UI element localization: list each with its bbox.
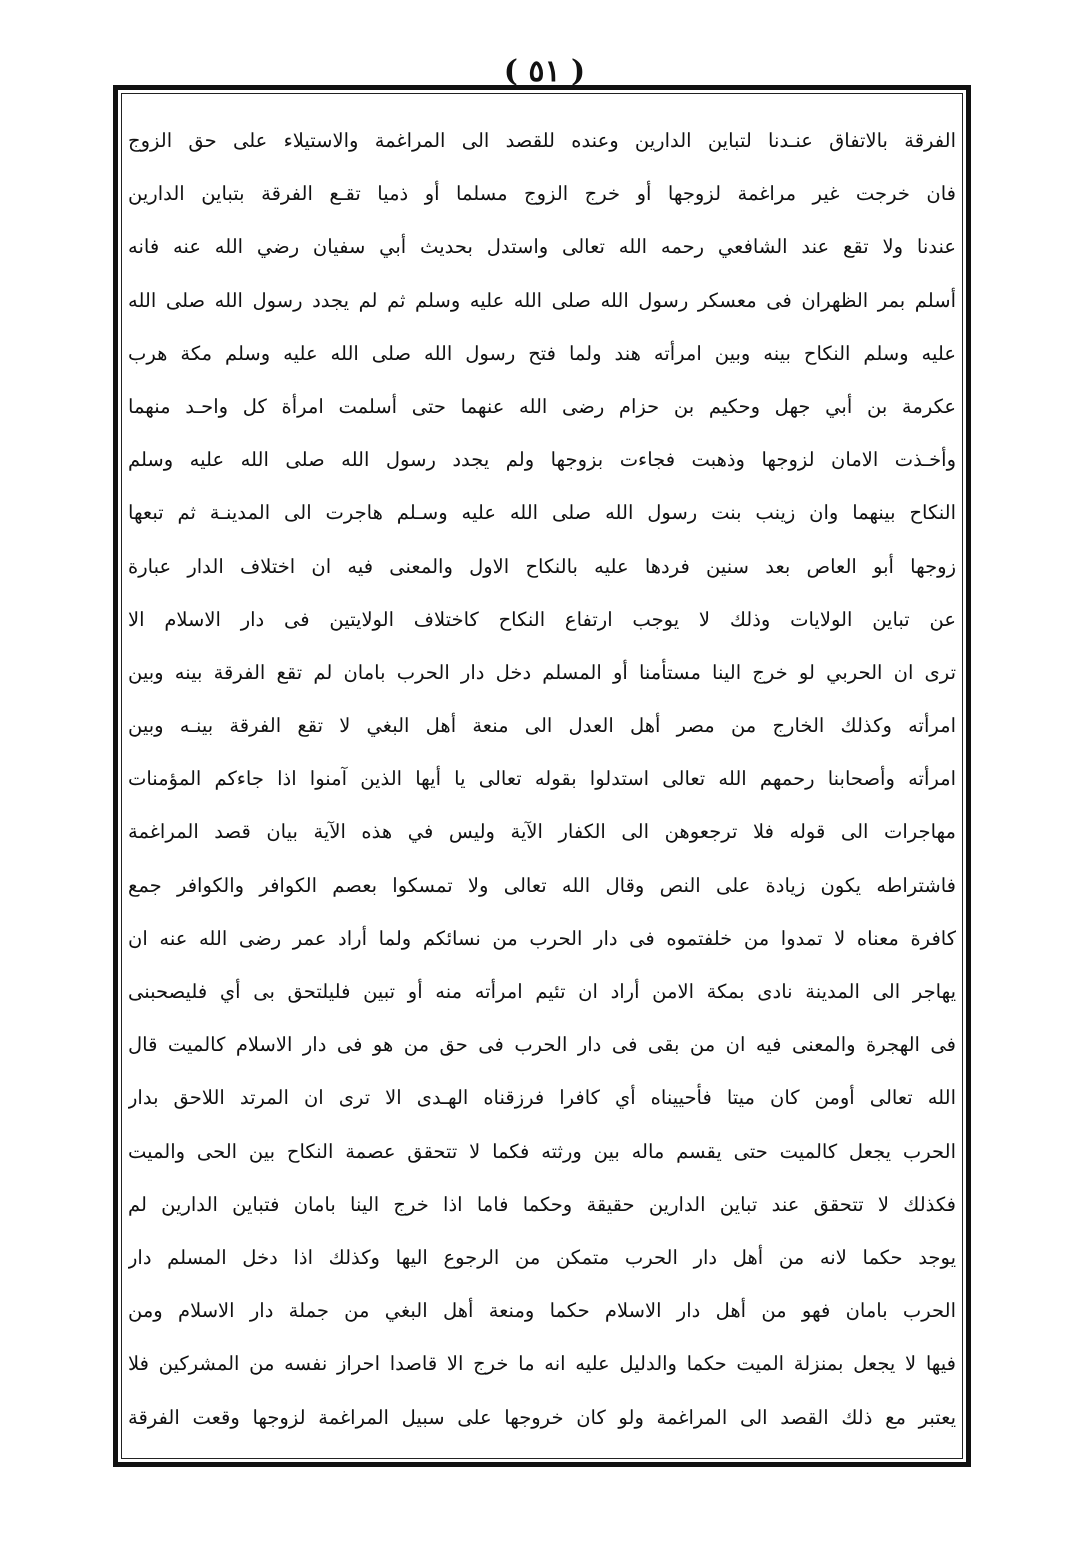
text-line: فى الهجرة والمعنى فيه ان من بقى فى دار الحرب فى حق من هو فى دار الاسلام كالميت قال xyxy=(128,1033,956,1057)
text-line: عن تباين الولايات وذلك لا يوجب ارتفاع النكاح كاختلاف الولايتين فى دار الاسلام الا xyxy=(128,607,956,631)
text-line: يعتبر مع ذلك القصد الى المراغمة ولو كان خروجها على سبيل المراغمة لزوجها وقعت الفرقة xyxy=(128,1405,956,1429)
text-line: الفرقة بالاتفاق عنـدنا لتباين الدارين وعنده للقصد الى المراغمة والاستيلاء على حق الزوج xyxy=(128,129,956,152)
text-line: عندنا ولا تقع عند الشافعي رحمه الله تعالى واستدل بحديث أبي سفيان رضي الله عنه فانه xyxy=(128,235,956,259)
text-line: يوجد حكما لانه من أهل دار الحرب متمكن من الرجوع اليها وكذلك اذا دخل المسلم دار xyxy=(128,1245,956,1269)
text-line: الحرب يجعل كالميت حتى يقسم ماله بين ورثته فكما لا تتحقق عصمة النكاح بين الحى والميت xyxy=(128,1139,956,1163)
text-line: الله تعالى أومن كان ميتا فأحييناه أي كافرا فرزقناه الهـدى الا ترى ان المرتد اللاحق بدار xyxy=(128,1086,956,1110)
text-line: كافرة معناه لا تمدوا من خلفتموه فى دار الحرب من نسائكم ولما أراد عمر رضى الله عنه ان xyxy=(128,926,956,950)
text-line: فكذلك لا تتحقق عند تباين الدارين حقيقة وحكما فاما اذا خرج الينا بامان فتباين الدارين لم xyxy=(128,1192,956,1216)
text-line: امرأته وكذلك الخارج من مصر أهل العدل الى منعة أهل البغي لا تقع الفرقة بينـه وبين xyxy=(128,714,956,738)
text-line: وأخـذت الامان لزوجها وذهبت فجاءت بزوجها ولم يجدد رسول الله صلى الله عليه وسلم xyxy=(128,448,956,472)
text-line: أسلم بمر الظهران فى معسكر رسول الله صلى الله عليه وسلم ثم لم يجدد رسول الله صلى الله xyxy=(128,288,956,312)
text-line: زوجها أبو العاص بعد سنين فردها عليه بالنكاح الاول والمعنى فيه ان اختلاف الدار عبارة xyxy=(128,554,956,578)
text-line: فان خرجت غير مراغمة لزوجها أو خرج الزوج مسلما أو ذميا تقـع الفرقة بتباين الدارين xyxy=(128,182,956,206)
text-line: امرأته وأصحابنا رحمهم الله تعالى استدلوا بقوله تعالى يا أيها الذين آمنوا اذا جاءكم المؤمنات xyxy=(128,767,956,791)
text-body xyxy=(128,114,956,1444)
page-number: ( ٥١ ) xyxy=(503,54,586,89)
text-line: عليه وسلم النكاح بينه وبين امرأته هند ولما فتح رسول الله صلى الله عليه وسلم مكة هرب xyxy=(128,341,956,365)
text-line: يهاجر الى المدينة نادى بمكة الامن أراد ان تئيم امرأته منه أو تبين فليلتحق بى أي فليصحبنى xyxy=(128,980,956,1003)
text-line: فيها لا يجعل بمنزلة الميت حكما والدليل عليه انه ما خرج الا قاصدا احراز نفسه من المشركين فلا xyxy=(128,1352,956,1376)
text-line: الحرب بامان فهو من أهل دار الاسلام حكما ومنعة أهل البغي من جملة دار الاسلام ومن xyxy=(128,1299,956,1323)
text-line: مهاجرات الى قوله فلا ترجعوهن الى الكفار الآية وليس في هذه الآية بيان قصد المراغمة xyxy=(128,820,956,844)
text-line: عكرمة بن أبي جهل وحكيم بن حزام رضى الله عنهما حتى أسلمت امرأة كل واحـد منهما xyxy=(128,394,956,418)
text-line: فاشتراطه يكون زيادة على النص وقال الله تعالى ولا تمسكوا بعصم الكوافر والكوافر جمع xyxy=(128,873,956,897)
text-line: ترى ان الحربي لو خرج الينا مستأمنا أو المسلم دخل دار الحرب بامان لم تقع الفرقة بينه وبين xyxy=(128,660,956,684)
text-line: النكاح بينهما وان زينب بنت رسول الله صلى الله عليه وسـلم هاجرت الى المدينـة ثم تبعها xyxy=(128,501,956,525)
